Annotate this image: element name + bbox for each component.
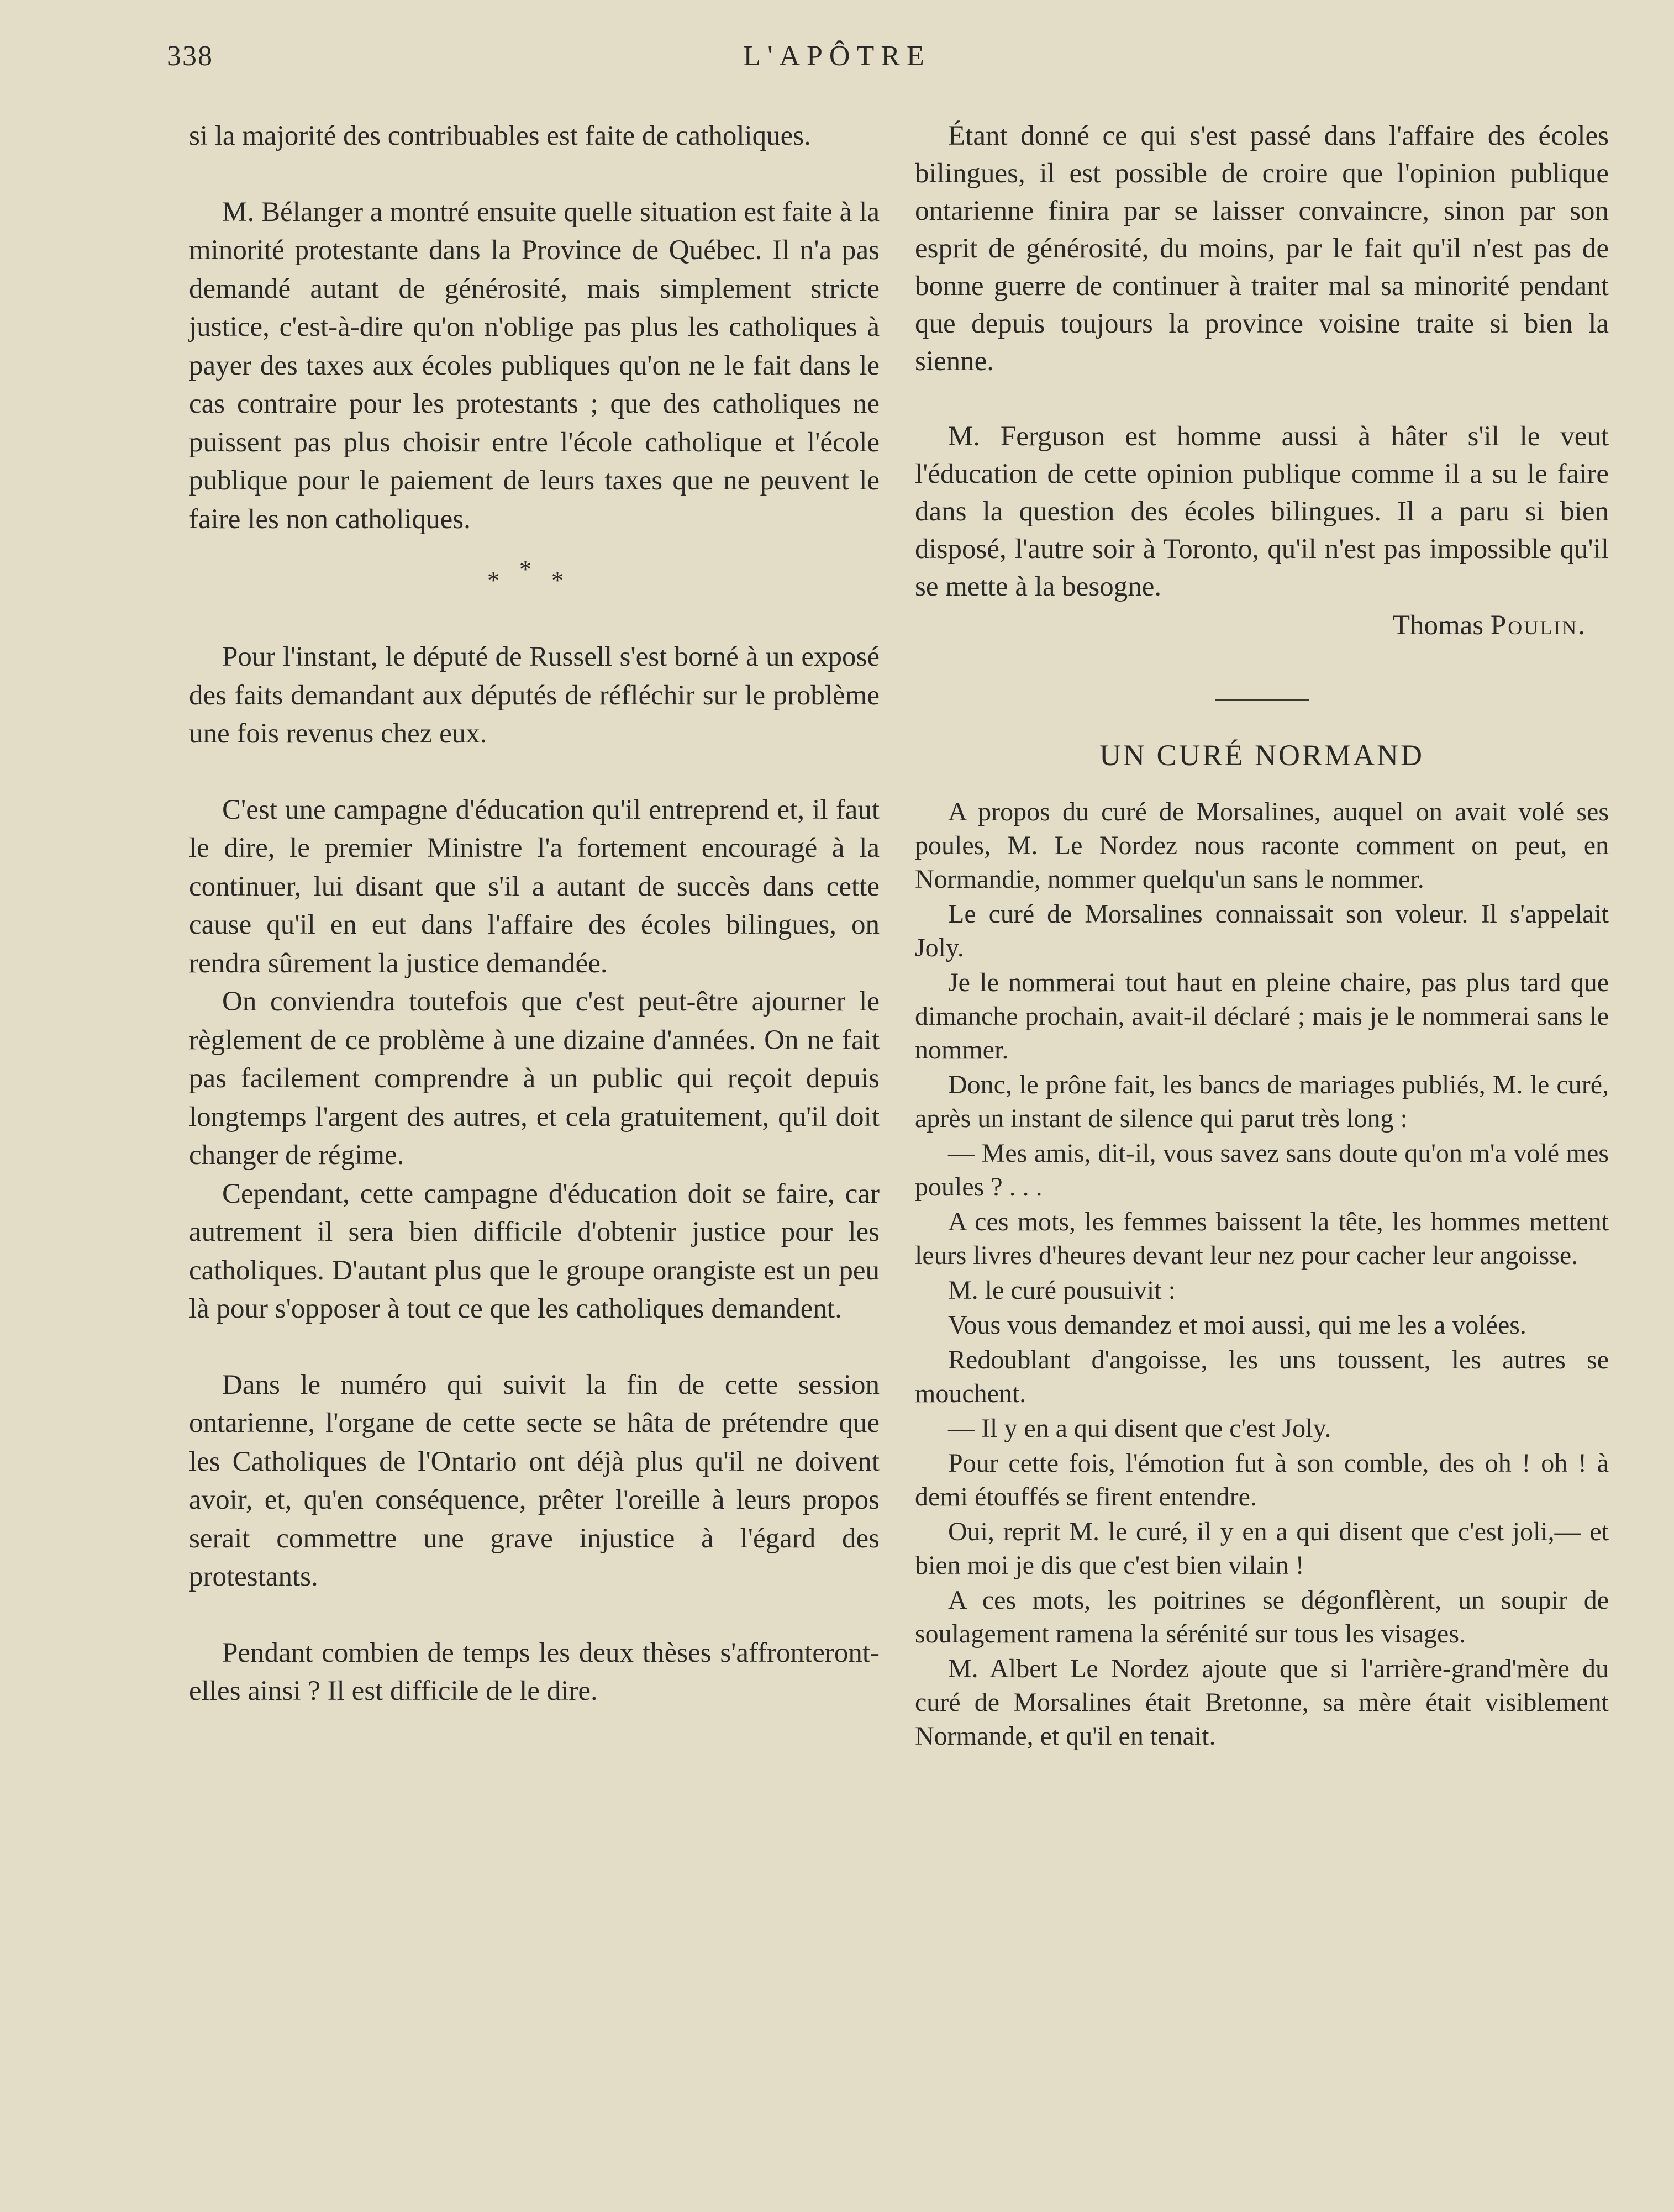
paragraph: Le curé de Morsalines connaissait son voleur. Il s'appelait Joly. [915,899,1609,962]
author-first-name: Thomas [1392,610,1484,641]
paragraph: A ces mots, les poitrines se dégonflèrent, un soupir de soulagement ramena la sérénité sur tous les visages. [915,1586,1609,1649]
article-continuation [915,117,1609,644]
article-body [915,795,1609,1753]
paragraph: Vous vous demandez et moi aussi, qui me les a volées. [948,1310,1526,1340]
paragraph: Étant donné ce qui s'est passé dans l'affaire des écoles bilingues, il est possible de croire que l'opinion publique ontarienne finira par se laisser convaincre, sinon par son esprit de générosité, du moins, par le fait qu'il n'est pas de bonne guerre de continuer à traiter mal sa minorité pendant que depuis toujours la province voisine traite si bien la sienne. [915,120,1609,377]
paragraph: Pour cette fois, l'émotion fut à son comble, des oh ! oh ! à demi étouffés se firent entendre. [915,1449,1609,1511]
paragraph: Pendant combien de temps les deux thèses s'affronteront-elles ainsi ? Il est difficile de le dire. [189,1637,880,1707]
paragraph: — Mes amis, dit-il, vous savez sans doute qu'on m'a volé mes poules ? . . . [915,1139,1609,1202]
paragraph: Redoublant d'angoisse, les uns toussent, les autres se mouchent. [915,1345,1609,1408]
section-break-asterism [189,539,880,599]
author-last-name: Poulin. [1490,610,1587,641]
right-column [915,117,1609,1754]
paragraph: — Il y en a qui disent que c'est Joly. [948,1414,1331,1443]
left-column [189,117,880,1711]
paragraph: Oui, reprit M. le curé, il y en a qui disent que c'est joli,— et bien moi je dis que c'est bien vilain ! [915,1517,1609,1580]
running-title: L'APÔTRE [743,40,931,72]
asterisk: * [551,567,564,594]
page-number: 338 [167,40,213,72]
paragraph: si la majorité des contribuables est faite de catholiques. [189,120,811,151]
author-signature [915,607,1609,644]
paragraph: Je le nommerai tout haut en pleine chaire, pas plus tard que dimanche prochain, avait-il déclaré ; mais je le nommerai sans le nommer. [915,968,1609,1065]
asterisk: * [519,556,531,583]
paragraph: M. le curé pousuivit : [948,1276,1176,1305]
article-title: UN CURÉ NORMAND [1099,739,1425,772]
paragraph: A propos du curé de Morsalines, auquel on avait volé ses poules, M. Le Nordez nous raconte comment on peut, en Normandie, nommer quelqu'un sans le nommer. [915,797,1609,894]
paragraph: C'est une campagne d'éducation qu'il entreprend et, il faut le dire, le premier Ministre l'a fortement encouragé à la continuer, lui disant que s'il a autant de succès dans cette cause qu'il en eut dans l'affaire des écoles bilingues, on rendra sûrement la justice demandée. [189,794,880,979]
paragraph: Dans le numéro qui suivit la fin de cette session ontarienne, l'organe de cette secte se hâta de prétendre que les Catholiques de l'Ontario ont déjà plus qu'il ne doivent avoir, et, qu'en conséquence, prêter l'oreille à leurs propos serait commettre une grave injustice à l'égard des protestants. [189,1369,880,1592]
paragraph: Donc, le prône fait, les bancs de mariages publiés, M. le curé, après un instant de silence qui parut très long : [915,1070,1609,1133]
paragraph: M. Ferguson est homme aussi à hâter s'il le veut l'éducation de cette opinion publique comme il a su le faire dans la question des écoles bilingues. Il a paru si bien disposé, l'autre soir à Toronto, qu'il n'est pas impossible qu'il se mette à la besogne. [915,421,1609,602]
paragraph: M. Albert Le Nordez ajoute que si l'arrière-grand'mère du curé de Morsalines était Bretonne, sa mère était visiblement Normande, et qu'il en tenait. [915,1654,1609,1751]
paragraph: On conviendra toutefois que c'est peut-être ajourner le règlement de ce problème à une dizaine d'années. On ne fait pas facilement comprendre à un public qui reçoit depuis longtemps l'argent des autres, et cela gratuitement, qu'il doit changer de régime. [189,986,880,1171]
paragraph: M. Bélanger a montré ensuite quelle situation est faite à la minorité protestante dans la Province de Québec. Il n'a pas demandé autant de générosité, mais simplement stricte justice, c'est-à-dire qu'on n'oblige pas plus les catholiques à payer des taxes aux écoles publiques qu'on ne le fait dans le cas contraire pour les protestants ; que des catholiques ne puissent pas plus choisir entre l'école catholique et l'école publique pour le paiement de leurs taxes que ne peuvent le faire les non catholiques. [189,196,880,535]
paragraph: A ces mots, les femmes baissent la tête, les hommes mettent leurs livres d'heures devant leur nez pour cacher leur angoisse. [915,1207,1609,1270]
paragraph: Pour l'instant, le député de Russell s'est borné à un exposé des faits demandant aux députés de réfléchir sur le problème une fois revenus chez eux. [189,641,880,749]
page-header [0,40,1674,84]
paragraph: Cependant, cette campagne d'éducation doit se faire, car autrement il sera bien difficile d'obtenir justice pour les catholiques. D'autant plus que le groupe orangiste est un peu là pour s'opposer à tout ce que les catholiques demandent. [189,1178,880,1324]
asterisk: * [487,567,499,594]
section-divider-rule [1215,699,1309,701]
